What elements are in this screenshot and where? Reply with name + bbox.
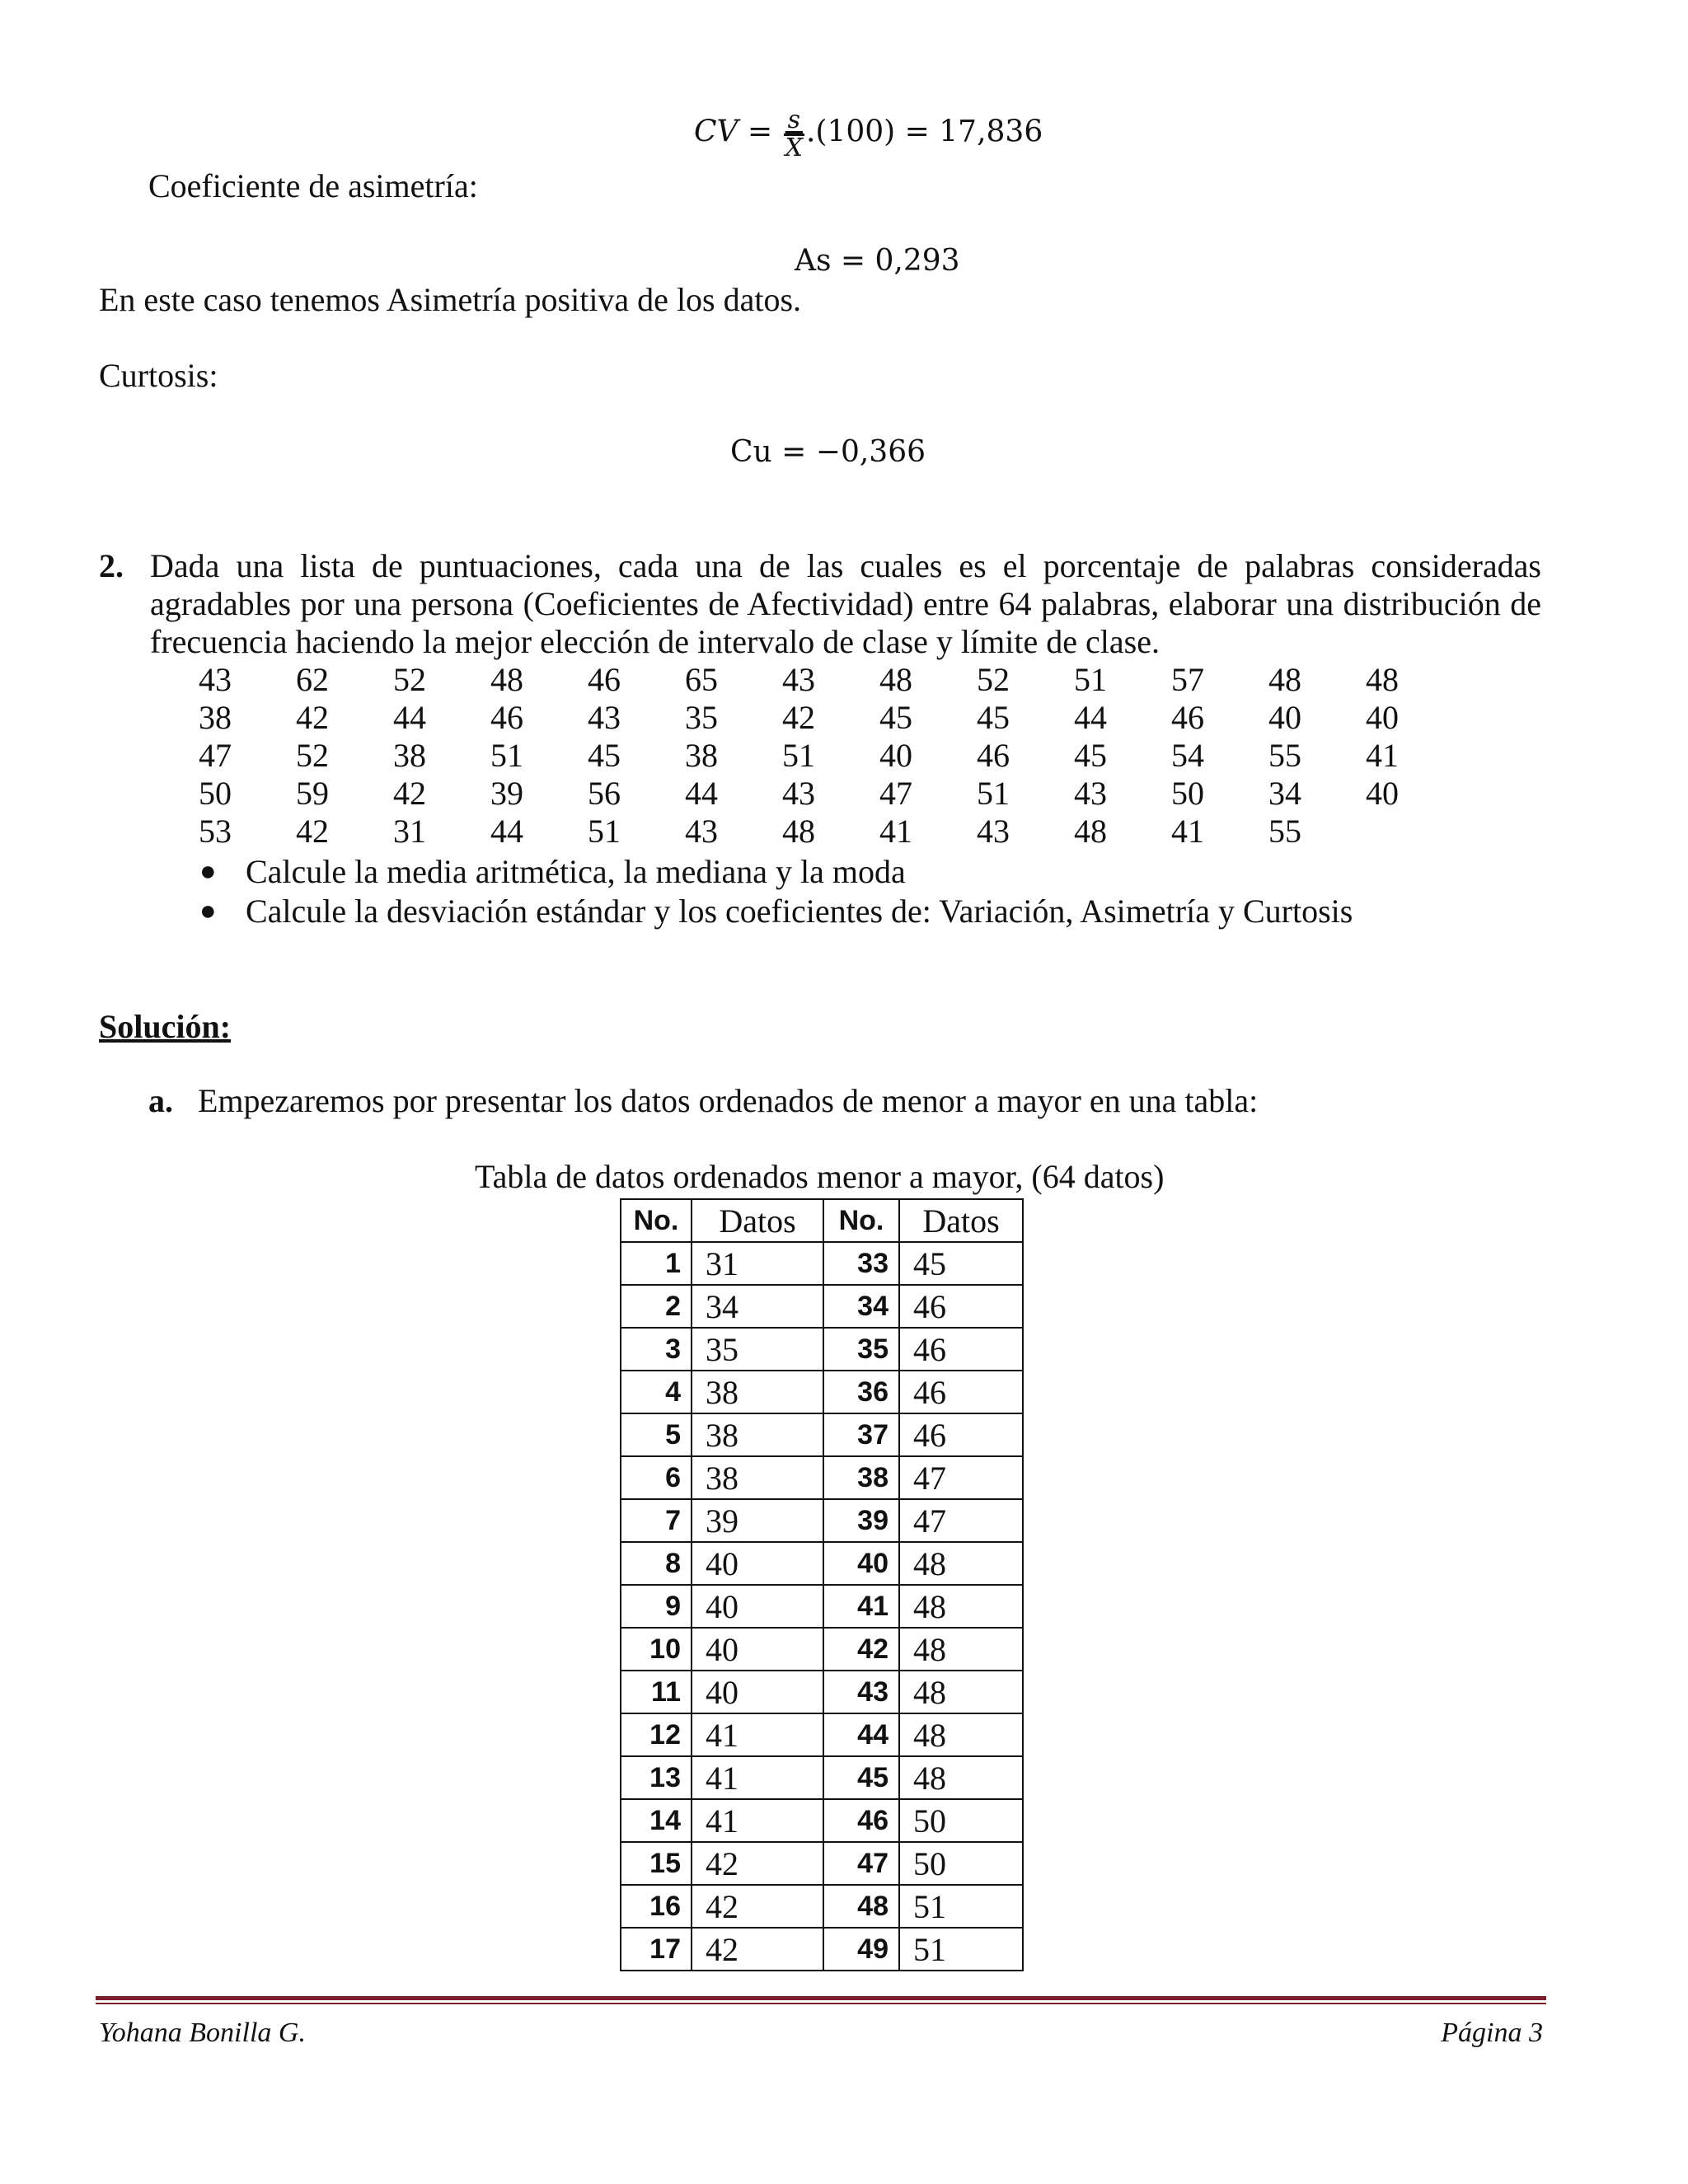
cell-no: 35 bbox=[823, 1328, 899, 1371]
data-grid-cell: 43 bbox=[782, 661, 815, 698]
data-grid-cell: 51 bbox=[1074, 661, 1107, 698]
header-no: No. bbox=[823, 1199, 899, 1242]
data-grid-cell: 42 bbox=[296, 813, 329, 850]
cell-no: 12 bbox=[621, 1713, 692, 1756]
cell-dato: 45 bbox=[899, 1242, 1023, 1285]
data-grid-cell: 43 bbox=[199, 661, 232, 698]
data-grid-cell: 52 bbox=[296, 737, 329, 774]
table-row bbox=[621, 1842, 1023, 1885]
cell-dato: 40 bbox=[692, 1585, 823, 1628]
data-grid-cell: 41 bbox=[879, 813, 912, 850]
table-row bbox=[621, 1585, 1023, 1628]
cell-no: 3 bbox=[621, 1328, 692, 1371]
footer-author: Yohana Bonilla G. bbox=[99, 2018, 306, 2048]
cell-no: 42 bbox=[823, 1628, 899, 1671]
cell-no: 6 bbox=[621, 1456, 692, 1499]
data-grid-cell: 40 bbox=[1366, 775, 1399, 812]
data-grid-cell: 51 bbox=[782, 737, 815, 774]
data-grid-cell: 62 bbox=[296, 661, 329, 698]
data-grid-cell: 50 bbox=[199, 775, 232, 812]
cell-no: 46 bbox=[823, 1799, 899, 1842]
cell-dato: 38 bbox=[692, 1413, 823, 1456]
solution-heading: Solución: bbox=[99, 1008, 232, 1045]
data-grid-cell: 45 bbox=[977, 699, 1010, 736]
cell-dato: 50 bbox=[899, 1799, 1023, 1842]
cv-formula: CV = $\frac{s}{X}$ .(100) = 17,836 bbox=[694, 105, 1043, 162]
cell-no: 15 bbox=[621, 1842, 692, 1885]
cell-no: 43 bbox=[823, 1671, 899, 1713]
data-grid-cell: 53 bbox=[199, 813, 232, 850]
cell-dato: 48 bbox=[899, 1756, 1023, 1799]
asimetria-label: Coeficiente de asimetría: bbox=[148, 167, 478, 204]
header-datos: Datos bbox=[899, 1199, 1023, 1242]
cell-no: 47 bbox=[823, 1842, 899, 1885]
bullet-dot: ● bbox=[199, 856, 217, 887]
data-grid-cell: 45 bbox=[879, 699, 912, 736]
cell-no: 4 bbox=[621, 1371, 692, 1413]
data-grid-cell: 45 bbox=[588, 737, 621, 774]
cell-no: 16 bbox=[621, 1885, 692, 1928]
cell-dato: 42 bbox=[692, 1885, 823, 1928]
table-row bbox=[621, 1413, 1023, 1456]
data-grid-cell: 40 bbox=[1366, 699, 1399, 736]
cell-dato: 40 bbox=[692, 1628, 823, 1671]
table-row bbox=[621, 1756, 1023, 1799]
cell-no: 10 bbox=[621, 1628, 692, 1671]
data-grid-cell: 48 bbox=[782, 813, 815, 850]
cell-no: 2 bbox=[621, 1285, 692, 1328]
table-row bbox=[621, 1499, 1023, 1542]
bullet-dot: ● bbox=[199, 896, 217, 926]
table-row bbox=[621, 1242, 1023, 1285]
bullet-item-2: Calcule la desviación estándar y los coeficientes de: Variación, Asimetría y Curtosis bbox=[246, 893, 1353, 930]
cell-dato: 39 bbox=[692, 1499, 823, 1542]
cell-no: 14 bbox=[621, 1799, 692, 1842]
problem-text: Dada una lista de puntuaciones, cada una de las cuales es el porcentaje de palabras consideradas agradables por una persona (Coeficientes de Afectividad) entre 64 palabras, elaborar una distribución de frecuencia haciendo la mejor elección de intervalo de clase y límite de clase. bbox=[150, 547, 1541, 660]
data-grid-cell: 44 bbox=[393, 699, 426, 736]
cell-dato: 48 bbox=[899, 1671, 1023, 1713]
table-row bbox=[621, 1671, 1023, 1713]
table-row bbox=[621, 1456, 1023, 1499]
data-grid-cell: 41 bbox=[1366, 737, 1399, 774]
data-grid-cell: 34 bbox=[1268, 775, 1301, 812]
cv-numerator: s bbox=[787, 105, 800, 134]
data-grid-cell: 38 bbox=[393, 737, 426, 774]
data-grid-cell: 46 bbox=[490, 699, 523, 736]
cell-dato: 47 bbox=[899, 1456, 1023, 1499]
table-row bbox=[621, 1628, 1023, 1671]
cell-no: 36 bbox=[823, 1371, 899, 1413]
table-row bbox=[621, 1371, 1023, 1413]
cell-dato: 51 bbox=[899, 1928, 1023, 1971]
cell-no: 37 bbox=[823, 1413, 899, 1456]
cell-dato: 46 bbox=[899, 1328, 1023, 1371]
cell-dato: 48 bbox=[899, 1585, 1023, 1628]
cell-no: 40 bbox=[823, 1542, 899, 1585]
cell-dato: 40 bbox=[692, 1542, 823, 1585]
data-grid-cell: 48 bbox=[490, 661, 523, 698]
data-grid-cell: 48 bbox=[879, 661, 912, 698]
data-grid-cell: 57 bbox=[1171, 661, 1204, 698]
data-grid-cell: 51 bbox=[977, 775, 1010, 812]
data-grid-cell: 47 bbox=[879, 775, 912, 812]
data-grid-cell: 43 bbox=[588, 699, 621, 736]
cell-dato: 46 bbox=[899, 1371, 1023, 1413]
table-row bbox=[621, 1799, 1023, 1842]
cell-dato: 46 bbox=[899, 1285, 1023, 1328]
data-grid-cell: 44 bbox=[1074, 699, 1107, 736]
cell-dato: 42 bbox=[692, 1928, 823, 1971]
header-datos: Datos bbox=[692, 1199, 823, 1242]
cv-tail: .(100) = 17,836 bbox=[805, 115, 1043, 149]
data-grid-cell: 42 bbox=[782, 699, 815, 736]
cv-denominator: X bbox=[785, 134, 803, 162]
data-grid-cell: 59 bbox=[296, 775, 329, 812]
data-grid-cell: 41 bbox=[1171, 813, 1204, 850]
cell-dato: 51 bbox=[899, 1885, 1023, 1928]
data-grid-cell: 51 bbox=[490, 737, 523, 774]
data-grid-cell: 51 bbox=[588, 813, 621, 850]
cell-no: 17 bbox=[621, 1928, 692, 1971]
footer-rule bbox=[96, 1996, 1546, 2000]
data-grid-cell: 48 bbox=[1074, 813, 1107, 850]
data-grid-cell: 44 bbox=[685, 775, 718, 812]
curtosis-label: Curtosis: bbox=[99, 357, 218, 394]
data-grid-cell: 47 bbox=[199, 737, 232, 774]
step-label: a. bbox=[148, 1082, 173, 1119]
data-grid-cell: 43 bbox=[977, 813, 1010, 850]
data-grid-cell: 43 bbox=[685, 813, 718, 850]
data-grid-cell: 44 bbox=[490, 813, 523, 850]
cv-lhs: CV bbox=[694, 115, 738, 149]
data-grid-cell: 35 bbox=[685, 699, 718, 736]
sorted-data-table bbox=[620, 1198, 1024, 1971]
cu-formula: Cu = −0,366 bbox=[730, 435, 926, 469]
cell-no: 5 bbox=[621, 1413, 692, 1456]
table-row bbox=[621, 1285, 1023, 1328]
table-row bbox=[621, 1713, 1023, 1756]
header-no: No. bbox=[621, 1199, 692, 1242]
cell-no: 1 bbox=[621, 1242, 692, 1285]
table-row bbox=[621, 1328, 1023, 1371]
table-caption: Tabla de datos ordenados menor a mayor, (64 datos) bbox=[475, 1158, 1165, 1195]
asimetria-comment: En este caso tenemos Asimetría positiva de los datos. bbox=[99, 281, 802, 318]
data-grid-cell: 55 bbox=[1268, 813, 1301, 850]
cell-no: 48 bbox=[823, 1885, 899, 1928]
table-row bbox=[621, 1542, 1023, 1585]
cell-dato: 48 bbox=[899, 1628, 1023, 1671]
cv-fraction bbox=[784, 107, 804, 161]
data-grid-cell: 46 bbox=[977, 737, 1010, 774]
cell-dato: 41 bbox=[692, 1756, 823, 1799]
cell-dato: 35 bbox=[692, 1328, 823, 1371]
problem-number: 2. bbox=[99, 547, 124, 584]
cell-dato: 48 bbox=[899, 1542, 1023, 1585]
data-grid-cell: 56 bbox=[588, 775, 621, 812]
data-grid-cell: 52 bbox=[977, 661, 1010, 698]
as-formula: As = 0,293 bbox=[795, 244, 960, 278]
cell-dato: 38 bbox=[692, 1456, 823, 1499]
data-grid-cell: 46 bbox=[1171, 699, 1204, 736]
cell-dato: 47 bbox=[899, 1499, 1023, 1542]
cell-dato: 50 bbox=[899, 1842, 1023, 1885]
cell-no: 9 bbox=[621, 1585, 692, 1628]
cell-dato: 40 bbox=[692, 1671, 823, 1713]
data-grid-cell: 40 bbox=[1268, 699, 1301, 736]
data-grid-cell: 48 bbox=[1366, 661, 1399, 698]
footer-rule-thin bbox=[96, 2003, 1546, 2004]
data-grid-cell: 42 bbox=[393, 775, 426, 812]
cell-no: 34 bbox=[823, 1285, 899, 1328]
table-body bbox=[621, 1242, 1023, 1971]
data-grid-cell: 42 bbox=[296, 699, 329, 736]
cell-dato: 41 bbox=[692, 1799, 823, 1842]
data-grid-cell: 55 bbox=[1268, 737, 1301, 774]
data-grid-cell: 50 bbox=[1171, 775, 1204, 812]
cell-dato: 42 bbox=[692, 1842, 823, 1885]
cell-no: 33 bbox=[823, 1242, 899, 1285]
bullet-item-1: Calcule la media aritmética, la mediana y la moda bbox=[246, 853, 906, 890]
cell-dato: 41 bbox=[692, 1713, 823, 1756]
cell-dato: 48 bbox=[899, 1713, 1023, 1756]
cell-dato: 31 bbox=[692, 1242, 823, 1285]
cell-dato: 38 bbox=[692, 1371, 823, 1413]
data-grid-cell: 43 bbox=[782, 775, 815, 812]
data-grid-cell: 45 bbox=[1074, 737, 1107, 774]
cell-no: 41 bbox=[823, 1585, 899, 1628]
cell-no: 8 bbox=[621, 1542, 692, 1585]
data-grid-cell: 31 bbox=[393, 813, 426, 850]
data-grid-cell: 40 bbox=[879, 737, 912, 774]
data-grid-cell: 38 bbox=[199, 699, 232, 736]
cell-no: 13 bbox=[621, 1756, 692, 1799]
cell-no: 7 bbox=[621, 1499, 692, 1542]
footer-page: Página 3 bbox=[1441, 2018, 1543, 2048]
data-grid-cell: 43 bbox=[1074, 775, 1107, 812]
cell-no: 11 bbox=[621, 1671, 692, 1713]
data-grid-cell: 65 bbox=[685, 661, 718, 698]
table-header-row bbox=[621, 1199, 1023, 1242]
data-grid-cell: 46 bbox=[588, 661, 621, 698]
table-row bbox=[621, 1928, 1023, 1971]
step-text: Empezaremos por presentar los datos ordenados de menor a mayor en una tabla: bbox=[198, 1082, 1259, 1119]
cell-no: 49 bbox=[823, 1928, 899, 1971]
cell-no: 45 bbox=[823, 1756, 899, 1799]
data-grid-cell: 52 bbox=[393, 661, 426, 698]
data-grid-cell: 48 bbox=[1268, 661, 1301, 698]
cell-dato: 46 bbox=[899, 1413, 1023, 1456]
data-grid-cell: 39 bbox=[490, 775, 523, 812]
cell-no: 39 bbox=[823, 1499, 899, 1542]
data-grid-cell: 38 bbox=[685, 737, 718, 774]
cell-no: 44 bbox=[823, 1713, 899, 1756]
cell-no: 38 bbox=[823, 1456, 899, 1499]
cell-dato: 34 bbox=[692, 1285, 823, 1328]
data-grid-cell: 54 bbox=[1171, 737, 1204, 774]
table-row bbox=[621, 1885, 1023, 1928]
